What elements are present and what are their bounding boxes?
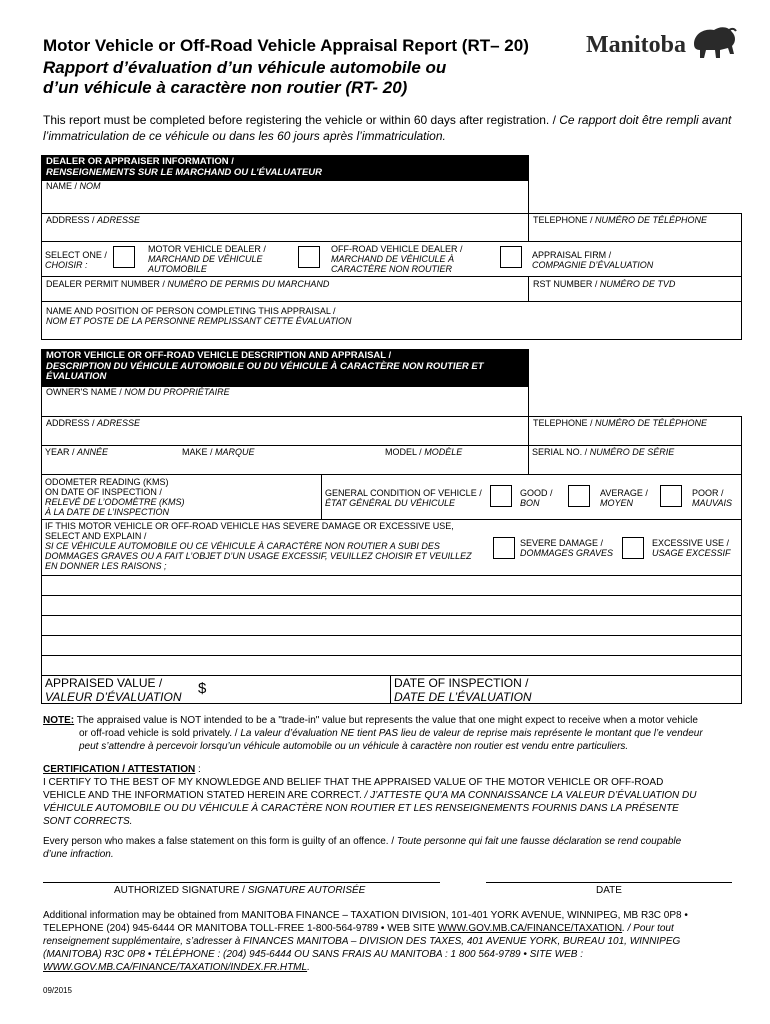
owner-telephone-label: TELEPHONE / NUMÉRO DE TÉLÉPHONE [533, 418, 708, 428]
note-text: NOTE: The appraised value is NOT intended to be a "trade-in" value but represents the value that one might expect to receive when a motor vehicle or off-road vehicle is sold privately. / La valeur d’évaluation NE tient PAS lieu de valeur de reprise mais représente le montant que l’e vendeur peut s’attendre à percevoir lorsqu’un véhicule automobile ou un véhicule à caractère non routier est vendu entre particuliers. [43, 715, 703, 752]
certification-text: CERTIFICATION / ATTESTATION : I CERTIFY TO THE BEST OF MY KNOWLEDGE AND BELIEF THAT THE APPRAISED VALUE OF THE MOTOR VEHICLE OR OFF-ROAD VEHICLE AND THE INFORMATION STATED HEREIN ARE CORRECT. / J’ATTESTE QU’A MA CONNAISSANCE LA VALEUR D’ÉVALUATION DU VÉHICULE AUTOMOBILE OU DU VÉHICULE À CARACTÈRE NON ROUTIER ET LES RENSEIGNEMENTS FOURNIS DANS LA PRÉSENTE SONT CORRECTS. [43, 764, 697, 827]
false-statement-text: Every person who makes a false statement on this form is guilty of an offence. / Toute personne qui fait une fausse déclaration se rend coupable d’une infraction. [43, 836, 682, 860]
intro-en: This report must be completed before registering the vehicle or within 60 days after registration. / [43, 113, 556, 127]
owner-name-label: OWNER'S NAME / NOM DU PROPRIÉTAIRE [46, 387, 230, 397]
explanation-line-5[interactable] [41, 655, 742, 676]
explanation-line-3[interactable] [41, 615, 742, 636]
taxation-website-link[interactable]: WWW.GOV.MB.CA/FINANCE/TAXATION [437, 923, 623, 934]
appraised-value-input[interactable] [215, 677, 385, 703]
appraisal-firm-label: APPRAISAL FIRM / COMPAGNIE D’ÉVALUATION [532, 250, 654, 270]
form-title-fr-line1: Rapport d’évaluation d’un véhicule automobile ou [43, 58, 447, 77]
severe-damage-label: SEVERE DAMAGE / DOMMAGES GRAVES [520, 538, 614, 558]
inspection-date-label: DATE OF INSPECTION / DATE DE L’ÉVALUATION [394, 676, 532, 704]
poor-checkbox[interactable] [660, 485, 682, 507]
date-label: DATE [596, 885, 622, 896]
vehicle-section-header: MOTOR VEHICLE OR OFF-ROAD VEHICLE DESCRIPTION AND APPRAISAL / DESCRIPTION DU VÉHICULE AUTOMOBILE OU DU VÉHICULE À CARACTÈRE NON ROUTIER ET ÉVALUATION [41, 349, 529, 386]
value-date-divider [390, 675, 391, 704]
appraisal-firm-checkbox[interactable] [500, 246, 522, 268]
dealer-address-label: ADDRESS / ADRESSE [46, 215, 141, 225]
good-checkbox[interactable] [490, 485, 512, 507]
average-label: AVERAGE / MOYEN [600, 488, 648, 508]
motor-vehicle-dealer-label: MOTOR VEHICLE DEALER / MARCHAND DE VÉHICULE AUTOMOBILE [148, 244, 266, 274]
taxation-website-fr-link[interactable]: WWW.GOV.MB.CA/FINANCE/TAXATION/INDEX.FR.HTML [43, 962, 308, 973]
off-road-dealer-label: OFF-ROAD VEHICLE DEALER / MARCHAND DE VÉHICULE À CARACTÈRE NON ROUTIER [331, 244, 463, 274]
dealer-permit-label: DEALER PERMIT NUMBER / NUMÉRO DE PERMIS DU MARCHAND [46, 279, 330, 289]
average-checkbox[interactable] [568, 485, 590, 507]
serial-divider [528, 445, 529, 475]
excessive-use-checkbox[interactable] [622, 537, 644, 559]
excessive-use-label: EXCESSIVE USE / USAGE EXCESSIF [652, 538, 731, 558]
person-completing-label: NAME AND POSITION OF PERSON COMPLETING THIS APPRAISAL / NOM ET POSTE DE LA PERSONNE REMPLISSANT CETTE ÉVALUATION [46, 306, 352, 326]
owner-name-field[interactable] [41, 386, 529, 417]
rst-number-label: RST NUMBER / NUMÉRO DE TVD [533, 279, 676, 289]
make-label: MAKE / MARQUE [182, 447, 255, 457]
signature-line [43, 882, 440, 883]
form-title-en: Motor Vehicle or Off-Road Vehicle Appraisal Report (RT– 20) [43, 36, 529, 55]
severe-damage-checkbox[interactable] [493, 537, 515, 559]
signature-input[interactable] [43, 860, 440, 882]
motor-vehicle-dealer-checkbox[interactable] [113, 246, 135, 268]
form-title-fr [43, 58, 446, 98]
good-label: GOOD / BON [520, 488, 553, 508]
rst-number-field[interactable] [528, 276, 742, 302]
appraised-value-label: APPRAISED VALUE / VALEUR D’ÉVALUATION [45, 676, 182, 704]
date-input[interactable] [486, 860, 732, 882]
off-road-dealer-checkbox[interactable] [298, 246, 320, 268]
date-line [486, 882, 732, 883]
dealer-permit-field[interactable] [41, 276, 529, 302]
dealer-address-field[interactable] [41, 213, 529, 242]
dealer-telephone-field[interactable] [528, 213, 742, 242]
poor-label: POOR / MAUVAIS [692, 488, 733, 508]
odometer-label: ODOMETER READING (KMS) ON DATE OF INSPECTION / RELEVÉ DE L’ODOMÈTRE (KMS) À LA DATE DE L’INSPECTION [45, 477, 185, 517]
explanation-line-1[interactable] [41, 575, 742, 596]
owner-telephone-field[interactable] [528, 416, 742, 446]
owner-address-field[interactable] [41, 416, 529, 446]
explanation-line-2[interactable] [41, 595, 742, 616]
manitoba-wordmark: Manitoba [586, 32, 687, 58]
form-version: 09/2015 [43, 986, 72, 995]
owner-address-label: ADDRESS / ADRESSE [46, 418, 141, 428]
manitoba-logo [586, 22, 738, 66]
odometer-divider [321, 474, 322, 520]
serial-label: SERIAL NO. / NUMÉRO DE SÉRIE [532, 447, 675, 457]
certification-title: CERTIFICATION / ATTESTATION [43, 764, 196, 775]
explanation-line-4[interactable] [41, 635, 742, 656]
person-completing-field[interactable] [41, 301, 742, 340]
signature-label: AUTHORIZED SIGNATURE / SIGNATURE AUTORISÉE [114, 885, 366, 896]
dealer-header-en: DEALER OR APPRAISER INFORMATION / [46, 156, 234, 167]
intro-text [43, 112, 743, 144]
dollar-sign: $ [198, 680, 207, 697]
form-title-fr-line2: d’un véhicule à caractère non routier (RT- 20) [43, 78, 408, 97]
dealer-header-fr: RENSEIGNEMENTS SUR LE MARCHAND OU L’ÉVALUATEUR [46, 166, 323, 178]
year-label: YEAR / ANNÉE [45, 447, 109, 457]
dealer-telephone-label: TELEPHONE / NUMÉRO DE TÉLÉPHONE [533, 215, 708, 225]
intro-fr: Ce rapport doit être rempli avant l’immatriculation de ce véhicule ou dans les 60 jours après l’immatriculation. [43, 113, 732, 143]
condition-label: GENERAL CONDITION OF VEHICLE / ÉTAT GÉNÉRAL DU VÉHICULE [325, 488, 482, 508]
model-label: MODEL / MODÈLE [385, 447, 463, 457]
bison-icon [690, 24, 738, 62]
dealer-section-header [41, 155, 529, 180]
footer-info: Additional information may be obtained from MANITOBA FINANCE – TAXATION DIVISION, 101-401 YORK AVENUE, WINNIPEG, MB R3C 0P8 • TELEPHONE (204) 945-6444 OR MANITOBA TOLL-FREE 1-800-564-9789 • WEB SITE WWW.GOV.MB.CA/FINANCE/TAXATION. / Pour tout renseignement supplémentaire, s’adresser à FINANCES MANITOBA – DIVISION DES TAXES, 401 AVENUE YORK, BUREAU 101, WINNIPEG (MANITOBA) R3C 0P8 • TÉLÉPHONE : (204) 945-6444 OU SANS FRAIS AU MANITOBA : 1 800 564-9789 • SITE WEB : WWW.GOV.MB.CA/FINANCE/TAXATION/INDEX.FR.HTML. [43, 910, 688, 973]
dealer-name-label: NAME / NOM [46, 181, 101, 191]
select-one-label: SELECT ONE / CHOISIR : [45, 250, 107, 270]
dealer-name-field[interactable] [41, 180, 529, 214]
damage-label: IF THIS MOTOR VEHICLE OR OFF-ROAD VEHICLE HAS SEVERE DAMAGE OR EXCESSIVE USE, SELECT AND EXPLAIN / SI CE VÉHICULE AUTOMOBILE OU CE VÉHICULE À CARACTÈRE NON ROUTIER A SUBI DES DOMMAGES GRAVES OU A FAIT L’OBJET D’UN USAGE EXCESSIF, VEUILLEZ CHOISIR ET VEUILLEZ EN DONNER LES RAISONS ; [45, 521, 472, 571]
